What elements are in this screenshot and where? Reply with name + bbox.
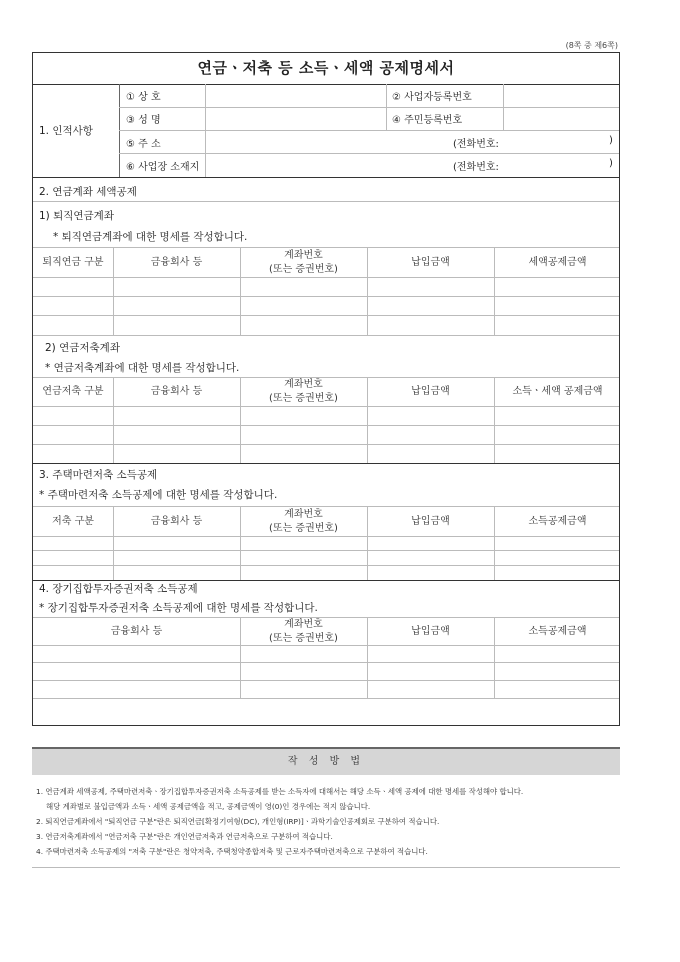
retirement-pension-title: 1) 퇴직연금계좌 bbox=[39, 210, 114, 222]
col-pension-savings-type: 연금저축 구분 bbox=[42, 386, 104, 397]
col-payment-amount: 납입금액 bbox=[411, 626, 450, 637]
col-account-number: 계좌번호 bbox=[284, 619, 323, 630]
page-number: (8쪽 중 제6쪽) bbox=[565, 41, 618, 50]
col-deduction-amount: 소득공제금액 bbox=[528, 626, 587, 637]
col-payment-amount: 납입금액 bbox=[411, 386, 450, 397]
col-retirement-type: 퇴직연금 구분 bbox=[42, 257, 104, 268]
label-company-name: ① 상 호 bbox=[126, 92, 161, 103]
col-tax-credit-amount: 세액공제금액 bbox=[528, 257, 587, 268]
statement-form bbox=[32, 52, 620, 726]
label-phone-2-close: ) bbox=[609, 158, 613, 169]
col-financial-company: 금융회사 등 bbox=[150, 257, 203, 268]
label-resident-number: ④ 주민등록번호 bbox=[392, 115, 463, 126]
col-financial-company: 금융회사 등 bbox=[150, 386, 203, 397]
instructions-body bbox=[36, 784, 626, 859]
instruction-line: 1. 연금계좌 세액공제, 주택마련저축ㆍ장기집합투자증권저축 소득공제를 받는 소득자에 대해서는 해당 소득ㆍ세액 공제에 대한 명세를 작성해야 합니다. bbox=[36, 787, 524, 796]
pension-savings-title: 2) 연금저축계좌 bbox=[45, 342, 120, 354]
long-term-fund-heading: 4. 장기집합투자증권저축 소득공제 bbox=[39, 583, 198, 595]
housing-savings-note: * 주택마련저축 소득공제에 대한 명세를 작성합니다. bbox=[39, 489, 278, 501]
col-account-number-alt: (또는 증권번호) bbox=[269, 523, 338, 534]
label-phone-2: (전화번호: bbox=[453, 162, 499, 173]
col-account-number: 계좌번호 bbox=[284, 509, 323, 520]
col-account-number-alt: (또는 증권번호) bbox=[269, 264, 338, 275]
pension-savings-note: * 연금저축계좌에 대한 명세를 작성합니다. bbox=[45, 362, 240, 374]
divider bbox=[32, 867, 620, 868]
instruction-line: 3. 연금저축계좌에서 "연금저축 구분"란은 개인연금저축과 연금저축으로 구분하여 적습니다. bbox=[36, 832, 333, 841]
col-account-number-alt: (또는 증권번호) bbox=[269, 633, 338, 644]
col-account-number-alt: (또는 증권번호) bbox=[269, 393, 338, 404]
col-account-number: 계좌번호 bbox=[284, 250, 323, 261]
label-phone-1-close: ) bbox=[609, 135, 613, 146]
col-savings-type: 저축 구분 bbox=[52, 516, 94, 527]
col-financial-company: 금융회사 등 bbox=[150, 516, 203, 527]
instruction-line: 4. 주택마련저축 소득공제의 "저축 구분"란은 청약저축, 주택청약종합저축 및 근로자주택마련저축으로 구분하여 적습니다. bbox=[36, 847, 428, 856]
col-account-number: 계좌번호 bbox=[284, 379, 323, 390]
instruction-line: 해당 계좌별로 불입금액과 소득ㆍ세액 공제금액을 적고, 공제금액이 영(0)인 경우에는 적지 않습니다. bbox=[46, 802, 371, 811]
form-title: 연금ㆍ저축 등 소득ㆍ세액 공제명세서 bbox=[33, 53, 619, 85]
housing-savings-heading: 3. 주택마련저축 소득공제 bbox=[39, 469, 158, 481]
retirement-pension-note: * 퇴직연금계좌에 대한 명세를 작성합니다. bbox=[53, 231, 248, 243]
col-deduction-amount: 소득공제금액 bbox=[528, 516, 587, 527]
col-payment-amount: 납입금액 bbox=[411, 257, 450, 268]
label-workplace: ⑥ 사업장 소재지 bbox=[126, 162, 200, 173]
col-financial-company: 금융회사 등 bbox=[110, 626, 163, 637]
instructions-heading: 작 성 방 법 bbox=[32, 747, 620, 775]
long-term-fund-note: * 장기집합투자증권저축 소득공제에 대한 명세를 작성합니다. bbox=[39, 602, 318, 614]
label-business-number: ② 사업자등록번호 bbox=[392, 92, 472, 103]
pension-account-heading: 2. 연금계좌 세액공제 bbox=[39, 186, 137, 198]
label-phone-1: (전화번호: bbox=[453, 139, 499, 150]
personal-info-heading: 1. 인적사항 bbox=[39, 125, 93, 137]
instruction-line: 2. 퇴직연금계좌에서 "퇴직연금 구분"란은 퇴직연금[확정기여형(DC), 개인형(IRP)]ㆍ과학기술인공제회로 구분하여 적습니다. bbox=[36, 817, 440, 826]
label-address: ⑤ 주 소 bbox=[126, 139, 161, 150]
col-payment-amount: 납입금액 bbox=[411, 516, 450, 527]
label-person-name: ③ 성 명 bbox=[126, 115, 161, 126]
col-deduction-amount: 소득ㆍ세액 공제금액 bbox=[512, 386, 603, 397]
